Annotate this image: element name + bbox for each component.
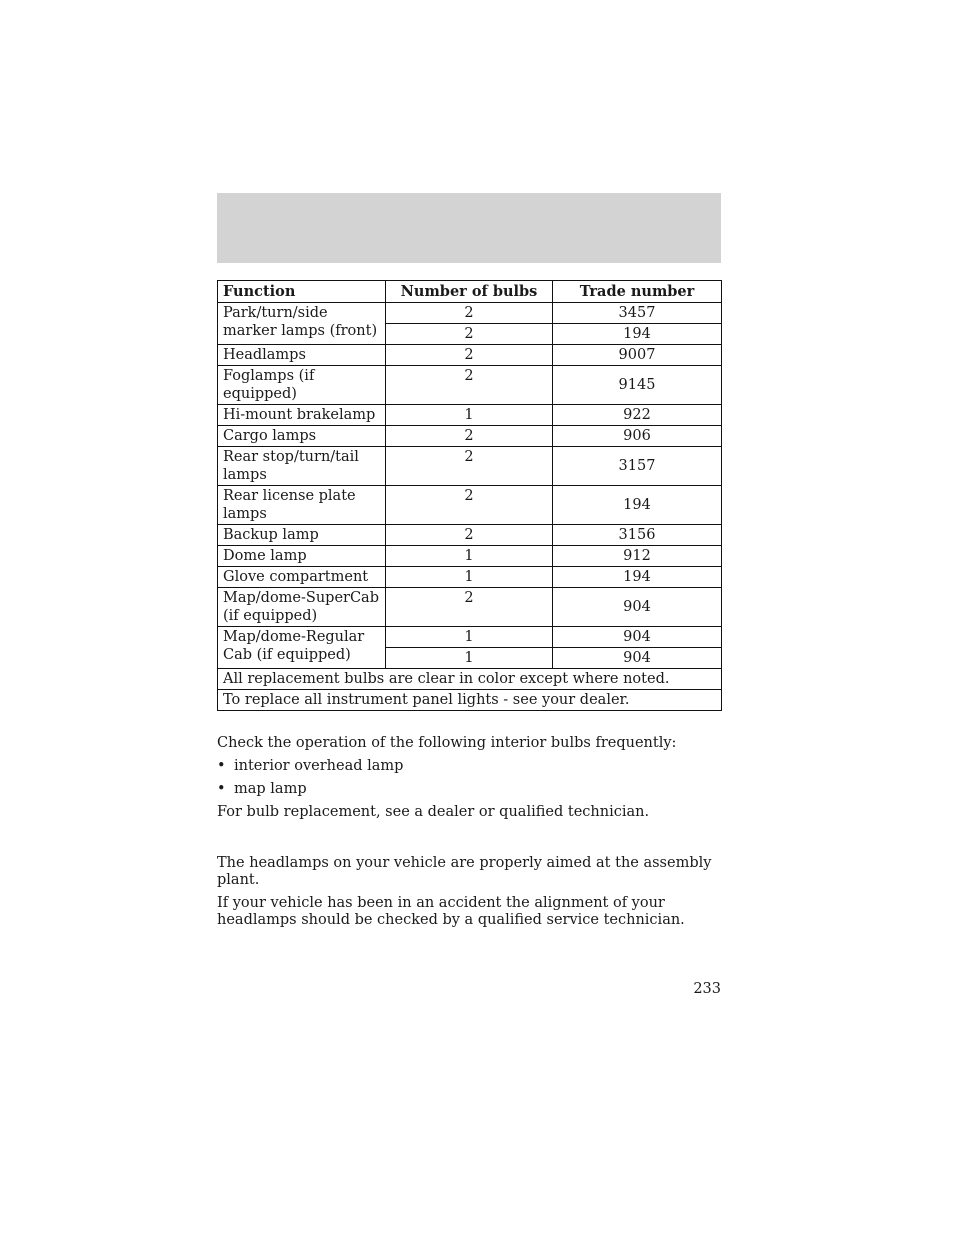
table-row (218, 426, 722, 447)
trade-number-cell: 912 (553, 546, 722, 567)
trade-number-cell: 3457 (553, 303, 722, 324)
table-row (218, 567, 722, 588)
bulb-count-cell: 2 (386, 426, 553, 447)
table-row (218, 546, 722, 567)
function-cell: Headlamps (218, 345, 386, 366)
bullet-text: interior overhead lamp (234, 758, 404, 774)
headlamp-paragraph: The headlamps on your vehicle are properly aimed at the assembly plant. (217, 855, 712, 888)
bulb-count-cell: 2 (386, 486, 553, 525)
table-row (218, 345, 722, 366)
page-number: 233 (693, 981, 721, 997)
headlamp-aiming-section (217, 855, 721, 935)
bulb-count-cell: 2 (386, 588, 553, 627)
bulb-count-cell: 1 (386, 627, 553, 648)
function-cell: Backup lamp (218, 525, 386, 546)
column-header-number-of-bulbs: Number of bulbs (386, 281, 553, 303)
bulb-count-cell: 1 (386, 567, 553, 588)
trade-number-cell: 906 (553, 426, 722, 447)
bulb-count-cell: 1 (386, 405, 553, 426)
bullet-symbol: • (217, 758, 226, 774)
function-cell: Rear stop/turn/tail lamps (218, 447, 386, 486)
function-cell: Rear license plate lamps (218, 486, 386, 525)
column-header-function: Function (218, 281, 386, 303)
list-item (217, 781, 721, 798)
interior-intro-text: Check the operation of the following interior bulbs frequently: (217, 735, 677, 751)
table-row (218, 627, 722, 648)
trade-number-cell: 194 (553, 486, 722, 525)
trade-number-cell: 194 (553, 324, 722, 345)
bullet-text: map lamp (234, 781, 307, 797)
interior-closing-text: For bulb replacement, see a dealer or qualified technician. (217, 804, 650, 820)
trade-number-cell: 9007 (553, 345, 722, 366)
bulb-count-cell: 2 (386, 303, 553, 324)
function-cell: Map/dome-SuperCab (if equipped) (218, 588, 386, 627)
trade-number-cell: 922 (553, 405, 722, 426)
function-cell: Cargo lamps (218, 426, 386, 447)
bulb-count-cell: 2 (386, 324, 553, 345)
table-row (218, 525, 722, 546)
bulb-count-cell: 2 (386, 366, 553, 405)
trade-number-cell: 3156 (553, 525, 722, 546)
table-row (218, 405, 722, 426)
bulb-count-cell: 2 (386, 345, 553, 366)
function-cell: Park/turn/side marker lamps (front) (218, 303, 386, 345)
trade-number-cell: 904 (553, 588, 722, 627)
function-cell: Glove compartment (218, 567, 386, 588)
headlamp-paragraph: If your vehicle has been in an accident the alignment of your headlamps should be checked by a qualified service technician. (217, 895, 685, 928)
table-row (218, 486, 722, 525)
bulb-count-cell: 2 (386, 447, 553, 486)
table-note-row (218, 690, 722, 711)
table-row (218, 447, 722, 486)
table-row (218, 366, 722, 405)
bulb-count-cell: 1 (386, 546, 553, 567)
bulb-replacement-table (217, 280, 722, 711)
list-item (217, 758, 721, 775)
trade-number-cell: 904 (553, 648, 722, 669)
bulb-count-cell: 2 (386, 525, 553, 546)
bulb-count-cell: 1 (386, 648, 553, 669)
column-header-trade-number: Trade number (553, 281, 722, 303)
function-cell: Hi-mount brakelamp (218, 405, 386, 426)
trade-number-cell: 904 (553, 627, 722, 648)
table-note-row (218, 669, 722, 690)
table-header-row (218, 281, 722, 303)
trade-number-cell: 194 (553, 567, 722, 588)
table-note: All replacement bulbs are clear in color except where noted. (218, 669, 722, 690)
function-cell: Dome lamp (218, 546, 386, 567)
table-row (218, 303, 722, 324)
bullet-symbol: • (217, 781, 226, 797)
function-cell: Map/dome-Regular Cab (if equipped) (218, 627, 386, 669)
interior-bulbs-section (217, 735, 721, 827)
section-header-band (217, 193, 721, 263)
trade-number-cell: 3157 (553, 447, 722, 486)
trade-number-cell: 9145 (553, 366, 722, 405)
table-note: To replace all instrument panel lights - see your dealer. (218, 690, 722, 711)
function-cell: Foglamps (if equipped) (218, 366, 386, 405)
table-row (218, 588, 722, 627)
